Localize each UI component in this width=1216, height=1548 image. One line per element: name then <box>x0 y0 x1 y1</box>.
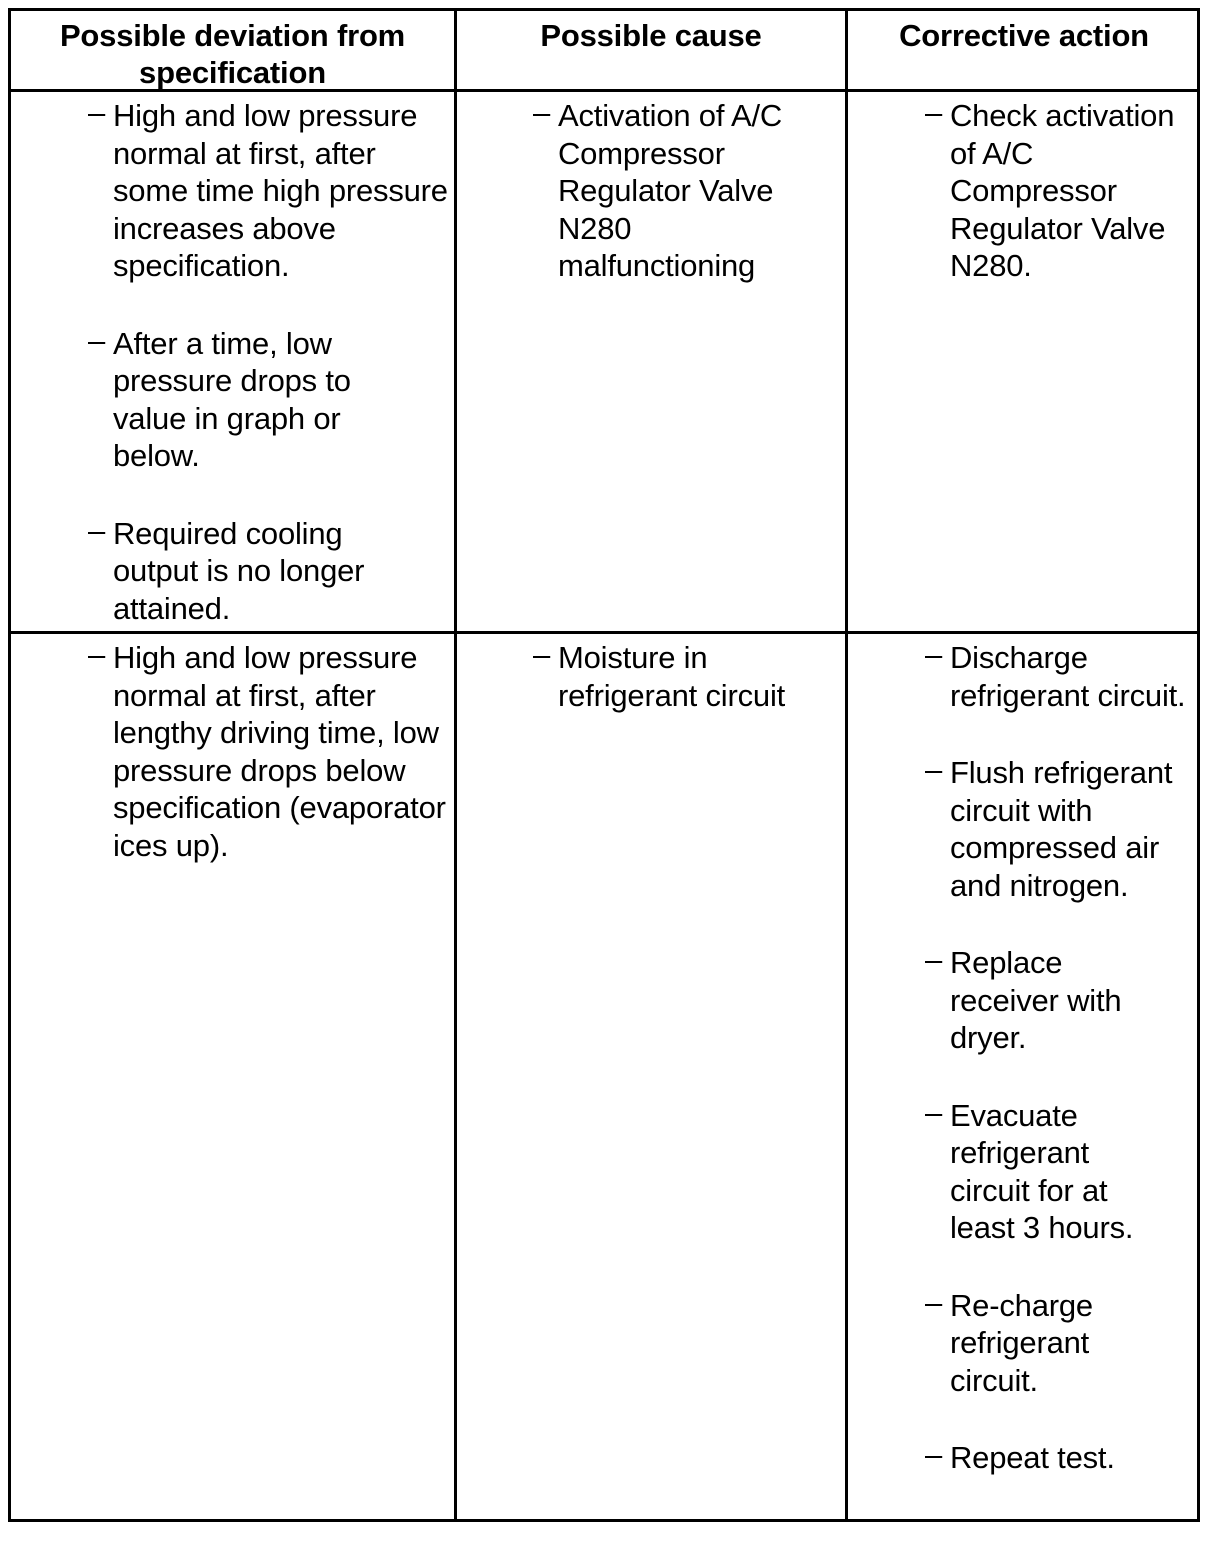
item-text: Check activation of A/C Compressor Regulator Valve N280. <box>950 98 1175 283</box>
row1-deviation-cell <box>88 95 451 627</box>
row1-deviation-list <box>88 95 451 627</box>
dash-bullet: – <box>925 1437 943 1472</box>
row2-deviation-list <box>88 637 451 864</box>
troubleshooting-table <box>8 8 1200 1522</box>
item-text: After a time, low pressure drops to value in graph or below. <box>113 325 351 473</box>
row2-cause-list <box>533 637 838 714</box>
column-divider-2 <box>845 11 848 1519</box>
dash-bullet: – <box>88 512 106 548</box>
list-item <box>88 512 413 628</box>
list-item <box>925 942 1170 1057</box>
row1-cause-list <box>533 95 838 285</box>
list-item <box>925 95 1200 285</box>
list-item <box>533 95 818 285</box>
row-divider <box>11 631 1197 634</box>
list-item <box>925 1094 1170 1247</box>
list-item <box>88 322 413 475</box>
dash-bullet: – <box>925 1094 943 1130</box>
column-divider-1 <box>454 11 457 1519</box>
dash-bullet: – <box>925 942 943 977</box>
dash-bullet: – <box>88 95 106 130</box>
item-text: High and low pressure normal at first, after some time high pressure increases above specification. <box>113 98 448 283</box>
list-item <box>88 637 451 864</box>
row2-deviation-cell <box>88 637 451 864</box>
item-text: Discharge refrigerant circuit. <box>950 640 1186 713</box>
item-text: Flush refrigerant circuit with compressed air and nitrogen. <box>950 755 1173 903</box>
dash-bullet: – <box>533 95 551 130</box>
item-text: Evacuate refrigerant circuit for at least 3 hours. <box>950 1097 1134 1245</box>
item-text: Replace receiver with dryer. <box>950 945 1122 1055</box>
list-item <box>88 95 451 285</box>
list-item <box>925 1437 1200 1477</box>
row1-cause-cell <box>533 95 838 285</box>
row2-action-cell <box>925 637 1200 1477</box>
item-text: Repeat test. <box>950 1440 1115 1475</box>
list-item <box>533 637 818 714</box>
item-text: High and low pressure normal at first, after lengthy driving time, low pressure drops below specification (evaporator ices up). <box>113 640 446 863</box>
item-text: Required cooling output is no longer attained. <box>113 515 365 626</box>
dash-bullet: – <box>925 95 943 130</box>
list-item <box>925 752 1200 904</box>
list-item <box>925 1284 1170 1400</box>
row1-action-list <box>925 95 1200 285</box>
row1-action-cell <box>925 95 1200 285</box>
row2-action-list <box>925 637 1200 1477</box>
dash-bullet: – <box>533 637 551 672</box>
header-action: Corrective action <box>899 18 1149 53</box>
header-cause: Possible cause <box>540 18 762 53</box>
dash-bullet: – <box>88 322 106 358</box>
dash-bullet: – <box>88 637 106 672</box>
dash-bullet: – <box>925 752 943 787</box>
item-text: Activation of A/C Compressor Regulator Valve N280 malfunctioning <box>558 98 783 283</box>
row2-cause-cell <box>533 637 838 714</box>
dash-bullet: – <box>925 1284 943 1320</box>
list-item <box>925 637 1200 714</box>
item-text: Moisture in refrigerant circuit <box>558 640 786 713</box>
header-deviation: Possible deviation from specification <box>59 18 406 90</box>
dash-bullet: – <box>925 637 943 672</box>
item-text: Re-charge refrigerant circuit. <box>950 1287 1093 1398</box>
